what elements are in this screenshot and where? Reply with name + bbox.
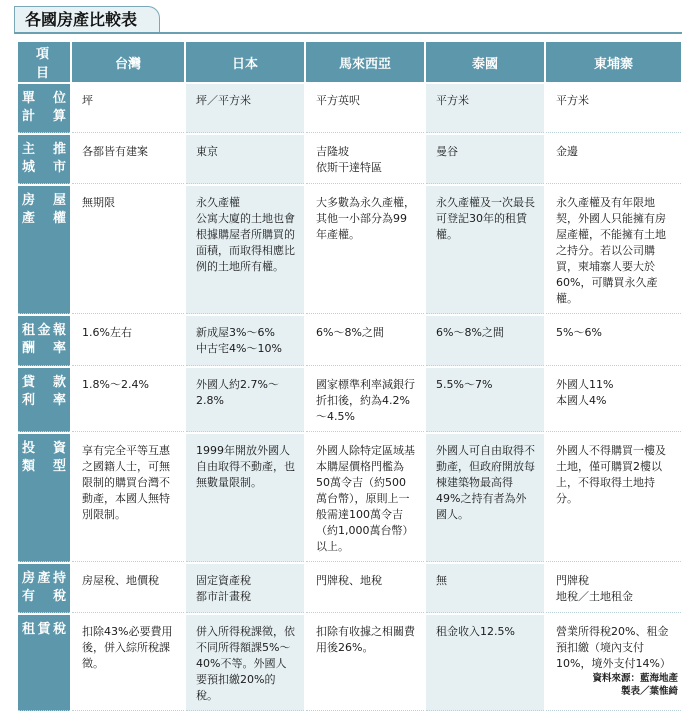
maker-note: 製表／葉惟綺: [620, 686, 678, 697]
source-credits: [592, 672, 678, 698]
header-taiwan: 台灣: [72, 42, 184, 82]
table-cell: 6%～8%之間: [306, 316, 424, 366]
row-label: 房 屋 產 權: [18, 186, 70, 314]
table-row: [18, 135, 681, 184]
header-cambodia: 東埔寨: [546, 42, 681, 82]
table-cell: 平方米: [546, 84, 681, 133]
header-row: [18, 42, 681, 82]
table-cell: 平方英呎: [306, 84, 424, 133]
table-cell: 門牌稅、地稅: [306, 564, 424, 613]
table-cell: 東京: [186, 135, 304, 184]
comparison-table: [16, 40, 683, 713]
table-cell: 併入所得稅課徵，依不同所得額課5%～40%不等。外國人要預扣繳20%的稅。: [186, 615, 304, 711]
table-cell: 5.5%～7%: [426, 368, 544, 432]
table-cell: 外國人11% 本國人4%: [546, 368, 681, 432]
table-title: 各國房產比較表: [14, 6, 160, 33]
source-note: 資料來源：藍海地產: [592, 673, 678, 684]
table-cell: 外國人約2.7%～2.8%: [186, 368, 304, 432]
table-cell: 平方米: [426, 84, 544, 133]
table-row: [18, 186, 681, 314]
table-cell: 租金收入12.5%: [426, 615, 544, 711]
table-cell: 固定資產稅 都市計畫稅: [186, 564, 304, 613]
table-cell: 新成屋3%～6% 中古宅4%～10%: [186, 316, 304, 366]
title-underline: [14, 32, 682, 34]
table-cell: 1.6%左右: [72, 316, 184, 366]
table-cell: 1.8%～2.4%: [72, 368, 184, 432]
row-label: 貸 款 利 率: [18, 368, 70, 432]
table-cell: 國家標準利率減銀行折扣後，約為4.2%～4.5%: [306, 368, 424, 432]
row-label: 單 位 計 算: [18, 84, 70, 133]
table-cell: 外國人除特定區域基本購屋價格門檻為50萬令吉（約500萬台幣），原則上一般需達100萬令吉（約1,000萬台幣）以上。: [306, 434, 424, 562]
table-cell: 房屋稅、地價稅: [72, 564, 184, 613]
table-cell: 大多數為永久產權，其他一小部分為99年產權。: [306, 186, 424, 314]
table-row: [18, 434, 681, 562]
table-cell: 無期限: [72, 186, 184, 314]
header-thailand: 泰國: [426, 42, 544, 82]
row-label: 租賃稅: [18, 615, 70, 711]
header-item: 項 目: [18, 42, 70, 82]
row-label: 主 推 城 市: [18, 135, 70, 184]
table-row: [18, 84, 681, 133]
table-cell: 外國人可自由取得不動產，但政府開放每棟建築物最高得49%之持有者為外國人。: [426, 434, 544, 562]
table-cell: 營業所得稅20%、租金預扣繳（境內支付10%，境外支付14%）: [546, 615, 681, 711]
title-bar: [14, 6, 682, 34]
table-cell: 門牌稅 地稅／土地租金: [546, 564, 681, 613]
header-japan: 日本: [186, 42, 304, 82]
table-cell: 1999年開放外國人自由取得不動產，也無數量限制。: [186, 434, 304, 562]
table-cell: 永久產權 公寓大廈的土地也會根據購屋者所購買的面積，而取得相應比例的土地所有權。: [186, 186, 304, 314]
table-cell: 曼谷: [426, 135, 544, 184]
table-cell: 永久產權及一次最長可登記30年的租賃權。: [426, 186, 544, 314]
table-row: [18, 615, 681, 711]
table-cell: 永久產權及有年限地契，外國人只能擁有房屋產權，不能擁有土地之持分。若以公司購買，柬埔寨人要大於60%，可購買永久產權。: [546, 186, 681, 314]
table-row: [18, 564, 681, 613]
table-cell: 5%～6%: [546, 316, 681, 366]
table-row: [18, 316, 681, 366]
table-cell: 扣除43%必要費用後，併入綜所稅課徵。: [72, 615, 184, 711]
header-malaysia: 馬來西亞: [306, 42, 424, 82]
table-cell: 無: [426, 564, 544, 613]
table-cell: 吉隆坡 依斯干達特區: [306, 135, 424, 184]
table-cell: 坪: [72, 84, 184, 133]
table-row: [18, 368, 681, 432]
table-cell: 外國人不得購買一樓及土地，僅可購買2樓以上，不得取得土地持分。: [546, 434, 681, 562]
table-cell: 金邊: [546, 135, 681, 184]
table-cell: 享有完全平等互惠之國籍人士，可無限制的購買台灣不動產，本國人無特別限制。: [72, 434, 184, 562]
table-cell: 各都皆有建案: [72, 135, 184, 184]
table-cell: 6%～8%之間: [426, 316, 544, 366]
row-label: 租金報 酬 率: [18, 316, 70, 366]
row-label: 房產持 有 稅: [18, 564, 70, 613]
table-cell: 坪／平方米: [186, 84, 304, 133]
table-cell: 扣除有收據之相關費用後26%。: [306, 615, 424, 711]
row-label: 投 資 類 型: [18, 434, 70, 562]
